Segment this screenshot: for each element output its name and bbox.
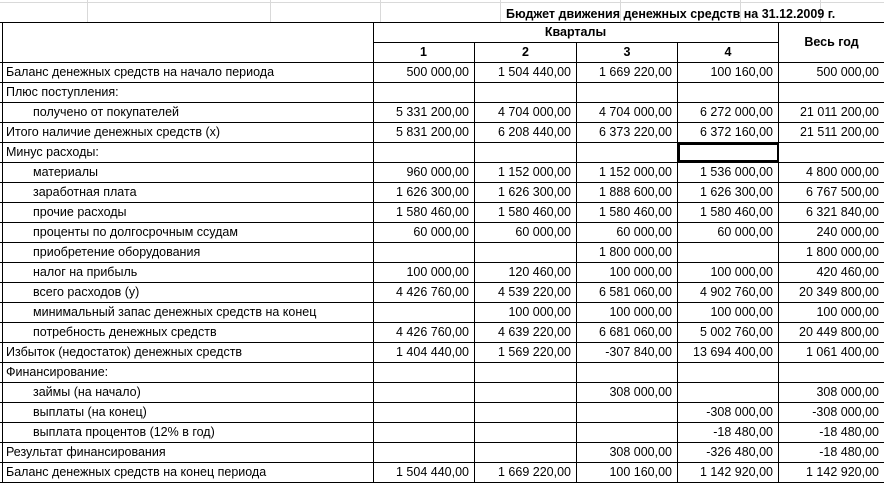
value-year[interactable]: -18 480,00 bbox=[819, 425, 879, 439]
row-label[interactable]: всего расходов (y) bbox=[33, 285, 140, 299]
value-year[interactable]: -308 000,00 bbox=[812, 405, 879, 419]
quarter-header-3[interactable]: 3 bbox=[623, 45, 631, 59]
row-label[interactable]: Результат финансирования bbox=[6, 445, 166, 459]
value-year[interactable]: 100 000,00 bbox=[816, 305, 879, 319]
value-q4[interactable]: 1 536 000,00 bbox=[700, 165, 773, 179]
value-q2[interactable] bbox=[475, 382, 576, 402]
row-label[interactable]: налог на прибыль bbox=[33, 265, 138, 279]
row-label[interactable]: выплата процентов (12% в год) bbox=[33, 425, 215, 439]
value-q3[interactable]: 6 373 220,00 bbox=[599, 125, 672, 139]
value-year[interactable]: 308 000,00 bbox=[816, 385, 879, 399]
row-label[interactable]: выплаты (на конец) bbox=[33, 405, 147, 419]
value-year[interactable] bbox=[779, 142, 884, 162]
value-q4[interactable]: 4 902 760,00 bbox=[700, 285, 773, 299]
value-q1[interactable]: 1 404 440,00 bbox=[396, 345, 469, 359]
gridline bbox=[0, 2, 884, 3]
value-q1[interactable]: 4 426 760,00 bbox=[396, 285, 469, 299]
value-q1[interactable] bbox=[373, 362, 474, 382]
value-q2[interactable]: 120 460,00 bbox=[508, 265, 571, 279]
row-label[interactable]: минимальный запас денежных средств на конец bbox=[33, 305, 317, 319]
row-label[interactable]: Плюс поступления: bbox=[6, 85, 119, 99]
value-q3[interactable]: 1 580 460,00 bbox=[599, 205, 672, 219]
row-label[interactable]: получено от покупателей bbox=[33, 105, 180, 119]
value-q2[interactable] bbox=[475, 362, 576, 382]
quarter-header-4[interactable]: 4 bbox=[724, 45, 732, 59]
value-q4[interactable] bbox=[678, 142, 778, 162]
value-q3[interactable]: 1 888 600,00 bbox=[599, 185, 672, 199]
value-q4[interactable]: 100 000,00 bbox=[710, 265, 773, 279]
value-q4[interactable]: 1 626 300,00 bbox=[700, 185, 773, 199]
value-q1[interactable]: 1 626 300,00 bbox=[396, 185, 469, 199]
value-year[interactable]: 240 000,00 bbox=[816, 225, 879, 239]
value-q1[interactable] bbox=[373, 442, 474, 462]
row-label[interactable]: Минус расходы: bbox=[6, 145, 99, 159]
value-q2[interactable]: 1 669 220,00 bbox=[498, 465, 571, 479]
value-q3[interactable]: -307 840,00 bbox=[605, 345, 672, 359]
value-q4[interactable] bbox=[678, 242, 778, 262]
year-header[interactable]: Весь год bbox=[804, 35, 859, 49]
value-q2[interactable]: 1 569 220,00 bbox=[498, 345, 571, 359]
value-year[interactable]: 21 511 200,00 bbox=[799, 125, 879, 139]
gridline bbox=[500, 0, 501, 22]
value-q4[interactable]: 100 000,00 bbox=[710, 305, 773, 319]
value-q4[interactable] bbox=[678, 382, 778, 402]
value-year[interactable]: 21 011 200,00 bbox=[799, 105, 879, 119]
value-q1[interactable]: 5 831 200,00 bbox=[396, 125, 469, 139]
value-year[interactable]: 20 349 800,00 bbox=[799, 285, 879, 299]
value-q2[interactable] bbox=[475, 422, 576, 442]
value-q2[interactable]: 60 000,00 bbox=[515, 225, 571, 239]
row-label[interactable]: потребность денежных средств bbox=[33, 325, 217, 339]
row-label[interactable]: Баланс денежных средств на начало периода bbox=[6, 65, 275, 79]
value-q3[interactable] bbox=[577, 402, 677, 422]
value-q3[interactable]: 60 000,00 bbox=[616, 225, 672, 239]
value-q4[interactable]: 1 142 920,00 bbox=[700, 465, 773, 479]
value-q1[interactable] bbox=[373, 82, 474, 102]
value-q3[interactable]: 100 000,00 bbox=[609, 265, 672, 279]
value-q3[interactable] bbox=[577, 82, 677, 102]
value-q2[interactable] bbox=[475, 402, 576, 422]
value-q2[interactable]: 1 626 300,00 bbox=[498, 185, 571, 199]
value-q2[interactable] bbox=[475, 442, 576, 462]
value-q3[interactable]: 100 160,00 bbox=[609, 465, 672, 479]
value-q3[interactable]: 6 581 060,00 bbox=[599, 285, 672, 299]
row-label[interactable]: займы (на начало) bbox=[33, 385, 141, 399]
value-q3[interactable]: 308 000,00 bbox=[609, 385, 672, 399]
value-year[interactable]: 1 142 920,00 bbox=[806, 465, 879, 479]
row-label[interactable]: Избыток (недостаток) денежных средств bbox=[6, 345, 243, 359]
row-label[interactable]: материалы bbox=[33, 165, 98, 179]
gridline bbox=[87, 0, 88, 22]
value-q1[interactable]: 960 000,00 bbox=[406, 165, 469, 179]
row-label[interactable]: приобретение оборудования bbox=[33, 245, 201, 259]
quarter-header-1[interactable]: 1 bbox=[420, 45, 427, 59]
value-q3[interactable]: 100 000,00 bbox=[609, 305, 672, 319]
value-year[interactable]: 420 460,00 bbox=[816, 265, 879, 279]
value-q1[interactable] bbox=[373, 422, 474, 442]
value-q2[interactable]: 4 704 000,00 bbox=[498, 105, 571, 119]
value-q3[interactable] bbox=[577, 422, 677, 442]
value-q3[interactable] bbox=[577, 362, 677, 382]
row-label[interactable]: Баланс денежных средств на конец периода bbox=[6, 465, 267, 479]
table-border bbox=[0, 22, 373, 23]
value-q2[interactable]: 1 504 440,00 bbox=[498, 65, 571, 79]
value-q1[interactable]: 60 000,00 bbox=[413, 225, 469, 239]
quarters-header[interactable]: Кварталы bbox=[544, 25, 607, 39]
row-label[interactable]: заработная плата bbox=[33, 185, 137, 199]
value-q1[interactable] bbox=[373, 302, 474, 322]
value-q1[interactable]: 4 426 760,00 bbox=[396, 325, 469, 339]
value-year[interactable]: 6 767 500,00 bbox=[806, 185, 879, 199]
value-q1[interactable] bbox=[373, 142, 474, 162]
value-q3[interactable]: 1 152 000,00 bbox=[599, 165, 672, 179]
sheet-title[interactable]: Бюджет движения денежных средств на 31.12.2009 г. bbox=[506, 7, 836, 21]
gridline bbox=[270, 0, 271, 22]
value-q2[interactable]: 100 000,00 bbox=[508, 305, 571, 319]
value-q4[interactable]: 6 272 000,00 bbox=[700, 105, 773, 119]
value-year[interactable]: 6 321 840,00 bbox=[806, 205, 879, 219]
value-year[interactable]: 4 800 000,00 bbox=[806, 165, 879, 179]
value-q4[interactable]: -326 480,00 bbox=[706, 445, 773, 459]
value-q3[interactable]: 1 800 000,00 bbox=[599, 245, 672, 259]
value-q4[interactable] bbox=[678, 82, 778, 102]
value-q4[interactable]: -18 480,00 bbox=[713, 425, 773, 439]
value-q1[interactable]: 1 504 440,00 bbox=[396, 465, 469, 479]
value-q2[interactable] bbox=[475, 82, 576, 102]
row-label[interactable]: Итого наличие денежных средств (x) bbox=[6, 125, 221, 139]
value-q3[interactable] bbox=[577, 142, 677, 162]
row-label[interactable]: Финансирование: bbox=[6, 365, 109, 379]
value-q2[interactable]: 1 580 460,00 bbox=[498, 205, 571, 219]
value-q3[interactable]: 4 704 000,00 bbox=[599, 105, 672, 119]
value-year[interactable] bbox=[779, 82, 884, 102]
value-q4[interactable]: 100 160,00 bbox=[710, 65, 773, 79]
value-year[interactable] bbox=[779, 362, 884, 382]
value-q1[interactable] bbox=[373, 242, 474, 262]
value-q4[interactable]: 60 000,00 bbox=[717, 225, 773, 239]
value-q2[interactable]: 6 208 440,00 bbox=[498, 125, 571, 139]
value-q1[interactable] bbox=[373, 382, 474, 402]
value-q2[interactable]: 4 539 220,00 bbox=[498, 285, 571, 299]
value-q1[interactable]: 100 000,00 bbox=[406, 265, 469, 279]
row-label[interactable]: проценты по долгосрочным ссудам bbox=[33, 225, 238, 239]
value-q1[interactable]: 500 000,00 bbox=[406, 65, 469, 79]
value-year[interactable]: -18 480,00 bbox=[819, 445, 879, 459]
value-q4[interactable]: -308 000,00 bbox=[706, 405, 773, 419]
value-q3[interactable]: 308 000,00 bbox=[609, 445, 672, 459]
row-label[interactable]: прочие расходы bbox=[33, 205, 127, 219]
value-year[interactable]: 1 800 000,00 bbox=[806, 245, 879, 259]
value-q4[interactable]: 1 580 460,00 bbox=[700, 205, 773, 219]
value-q2[interactable] bbox=[475, 142, 576, 162]
value-q1[interactable]: 5 331 200,00 bbox=[396, 105, 469, 119]
value-q1[interactable] bbox=[373, 402, 474, 422]
value-q2[interactable]: 1 152 000,00 bbox=[498, 165, 571, 179]
value-q4[interactable] bbox=[678, 362, 778, 382]
value-year[interactable]: 1 061 400,00 bbox=[806, 345, 879, 359]
quarter-header-2[interactable]: 2 bbox=[522, 45, 529, 59]
value-q4[interactable]: 5 002 760,00 bbox=[700, 325, 773, 339]
value-q3[interactable]: 1 669 220,00 bbox=[599, 65, 672, 79]
gridline bbox=[380, 0, 381, 22]
table-border bbox=[0, 482, 884, 483]
value-year[interactable]: 20 449 800,00 bbox=[799, 325, 879, 339]
value-q2[interactable] bbox=[475, 242, 576, 262]
value-q4[interactable]: 6 372 160,00 bbox=[700, 125, 773, 139]
value-year[interactable]: 500 000,00 bbox=[816, 65, 879, 79]
value-q1[interactable]: 1 580 460,00 bbox=[396, 205, 469, 219]
value-q2[interactable]: 4 639 220,00 bbox=[498, 325, 571, 339]
value-q4[interactable]: 13 694 400,00 bbox=[693, 345, 773, 359]
value-q3[interactable]: 6 681 060,00 bbox=[599, 325, 672, 339]
